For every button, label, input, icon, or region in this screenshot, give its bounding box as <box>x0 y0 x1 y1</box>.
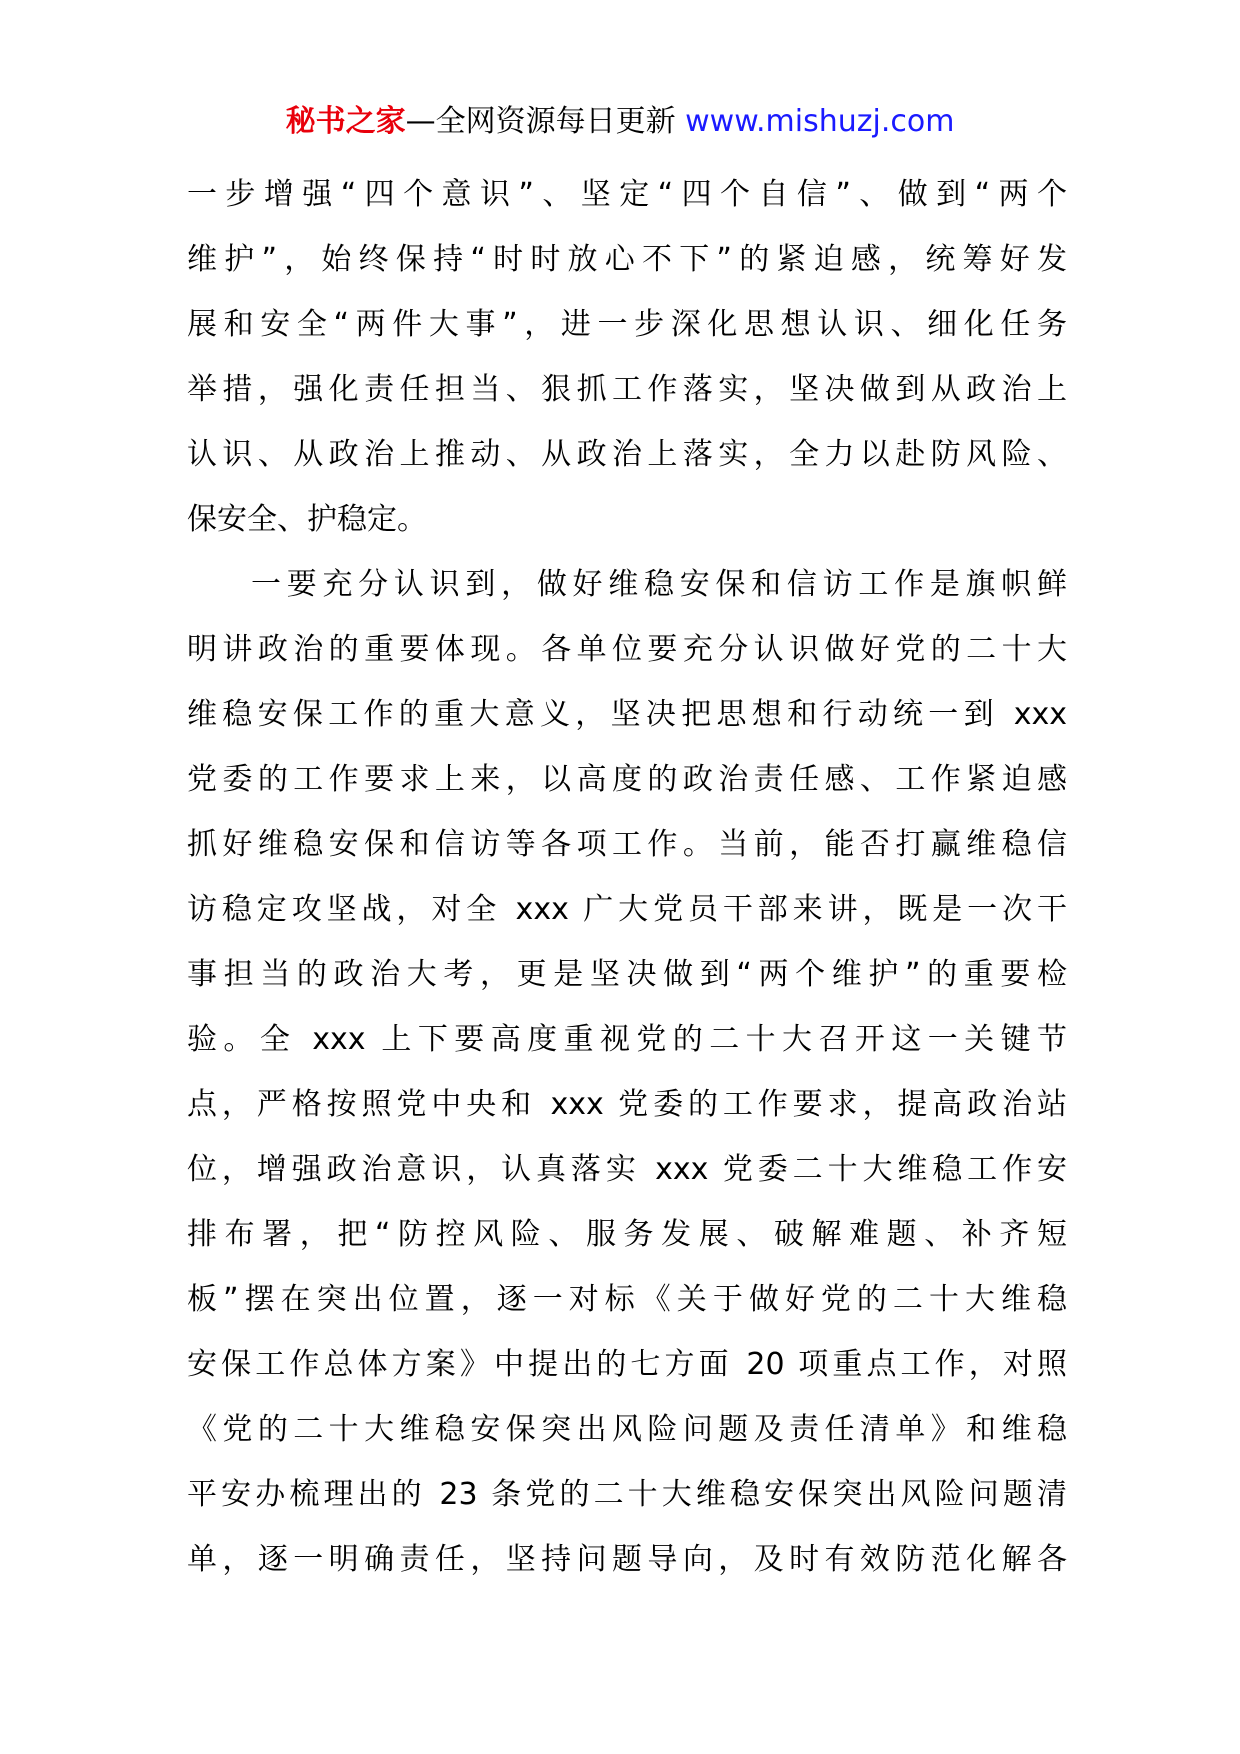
text-line: 维护”，始终保持“时时放心不下”的紧迫感，统筹好发 <box>187 242 1067 277</box>
text-line: 点，严格按照党中央和 xxx 党委的工作要求，提高政治站 <box>187 1087 1067 1122</box>
text-line: 事担当的政治大考，更是坚决做到“两个维护”的重要检 <box>187 957 1067 992</box>
text-line: 一步增强“四个意识”、坚定“四个自信”、做到“两个 <box>187 177 1067 212</box>
text-line: 安保工作总体方案》中提出的七方面 20 项重点工作，对照 <box>187 1347 1067 1382</box>
text-line: 展和安全“两件大事”，进一步深化思想认识、细化任务 <box>187 307 1067 342</box>
text-line: 排布署，把“防控风险、服务发展、破解难题、补齐短 <box>187 1217 1067 1252</box>
text-line: 抓好维稳安保和信访等各项工作。当前，能否打赢维稳信 <box>187 827 1067 862</box>
text-line: 一要充分认识到，做好维稳安保和信访工作是旗帜鲜 <box>251 567 1067 602</box>
text-line: 访稳定攻坚战，对全 xxx 广大党员干部来讲，既是一次干 <box>187 892 1067 927</box>
text-line: 党委的工作要求上来，以高度的政治责任感、工作紧迫感 <box>187 762 1067 797</box>
text-line: 举措，强化责任担当、狠抓工作落实，坚决做到从政治上 <box>187 372 1067 407</box>
text-line: 认识、从政治上推动、从政治上落实，全力以赴防风险、 <box>187 437 1067 472</box>
text-line: 维稳安保工作的重大意义，坚决把思想和行动统一到 xxx <box>187 697 1067 732</box>
header-tagline: —全网资源每日更新 <box>405 104 686 139</box>
text-line: 位，增强政治意识，认真落实 xxx 党委二十大维稳工作安 <box>187 1152 1067 1187</box>
text-line: 明讲政治的重要体现。各单位要充分认识做好党的二十大 <box>187 632 1067 667</box>
text-line: 保安全、护稳定。 <box>187 502 427 537</box>
text-line: 验。全 xxx 上下要高度重视党的二十大召开这一关键节 <box>187 1022 1067 1057</box>
document-header <box>0 100 1240 144</box>
text-line: 《党的二十大维稳安保突出风险问题及责任清单》和维稳 <box>187 1412 1067 1447</box>
text-line: 板”摆在突出位置，逐一对标《关于做好党的二十大维稳 <box>187 1282 1067 1317</box>
document-body <box>187 162 1067 1592</box>
text-line: 单，逐一明确责任，坚持问题导向，及时有效防范化解各 <box>187 1542 1067 1577</box>
header-brand: 秘书之家 <box>285 104 406 139</box>
header-url-link[interactable]: www.mishuzj.com <box>685 104 955 139</box>
text-line: 平安办梳理出的 23 条党的二十大维稳安保突出风险问题清 <box>187 1477 1067 1512</box>
